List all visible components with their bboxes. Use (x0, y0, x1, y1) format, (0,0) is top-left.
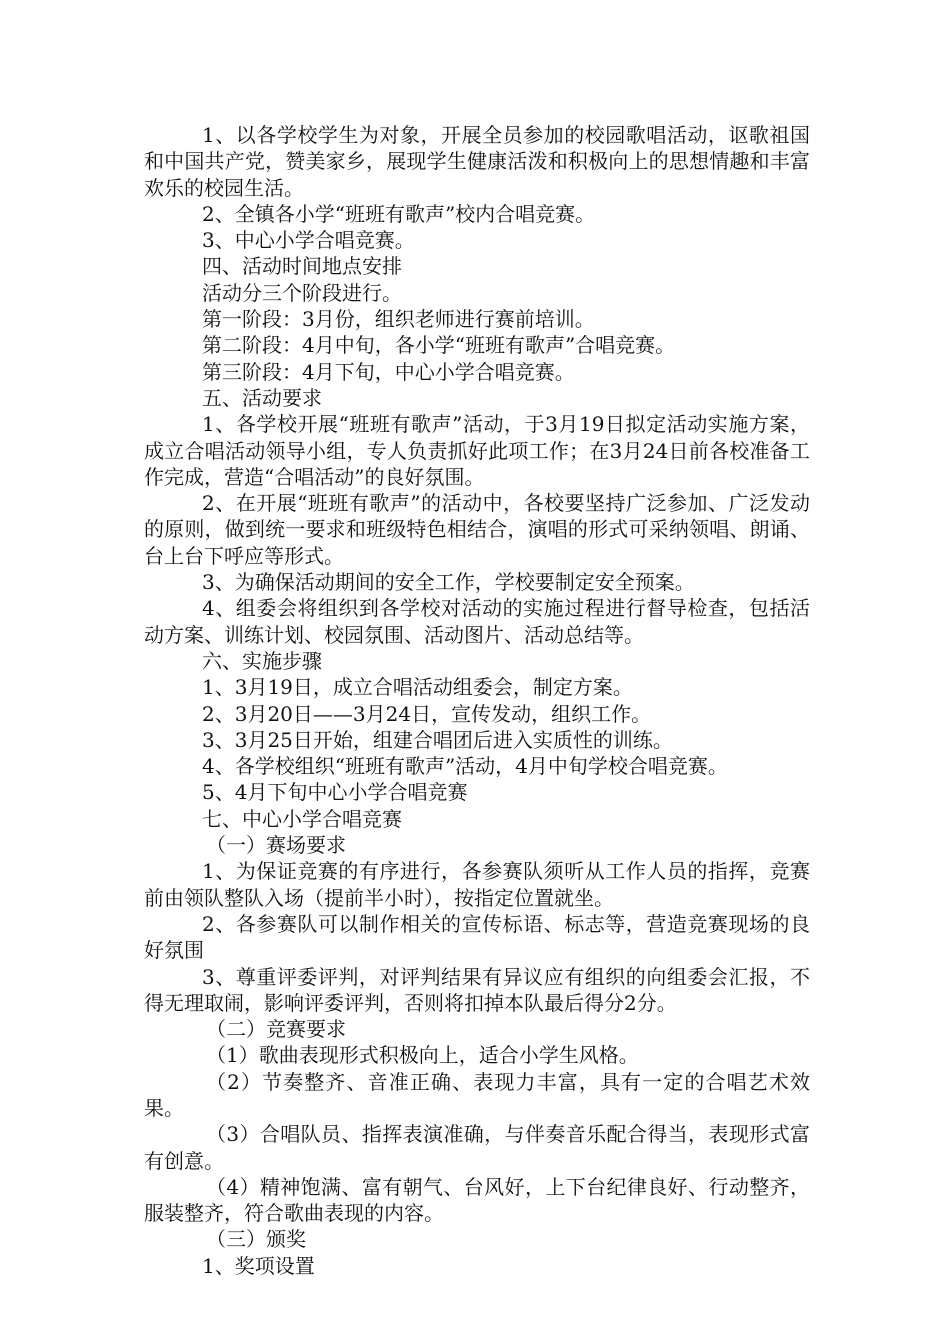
paragraph: 1、为保证竞赛的有序进行，各参赛队须听从工作人员的指挥，竞赛前由领队整队入场（提前半小时），按指定位置就坐。 (144, 859, 810, 910)
paragraph: （1）歌曲表现形式积极向上，适合小学生风格。 (206, 1043, 639, 1068)
paragraph: （4）精神饱满、富有朝气、台风好，上下台纪律良好、行动整齐，服装整齐，符合歌曲表现的内容。 (144, 1174, 810, 1226)
paragraph: （2）节奏整齐、音准正确、表现力丰富，具有一定的合唱艺术效果。 (144, 1069, 810, 1120)
section-heading: 七、中心小学合唱竞赛 (202, 806, 402, 831)
paragraph: 1、各学校开展“班班有歌声”活动，于3月19日拟定活动实施方案，成立合唱活动领导小组，专人负责抓好此项工作；在3月24日前各校准备工作完成，营造“合唱活动”的良好氛围。 (144, 412, 810, 489)
paragraph: 5、4月下旬中心小学合唱竞赛 (202, 780, 468, 805)
paragraph: 3、3月25日开始，组建合唱团后进入实质性的训练。 (202, 727, 673, 752)
paragraph: 1、奖项设置 (202, 1253, 315, 1278)
subsection-heading: （二）竞赛要求 (206, 1017, 346, 1042)
section-heading: 五、活动要求 (202, 385, 322, 410)
paragraph: 4、组委会将组织到各学校对活动的实施过程进行督导检查，包括活动方案、训练计划、校园氛围、活动图片、活动总结等。 (144, 596, 810, 647)
paragraph: 3、尊重评委评判，对评判结果有异议应有组织的向组委会汇报，不得无理取闹，影响评委评判，否则将扣掉本队最后得分2分。 (144, 964, 810, 1015)
paragraph: 3、为确保活动期间的安全工作，学校要制定安全预案。 (202, 570, 695, 595)
paragraph: 第一阶段：3月份，组织老师进行赛前培训。 (202, 307, 595, 332)
section-heading: 四、活动时间地点安排 (202, 254, 402, 279)
paragraph: 1、以各学校学生为对象，开展全员参加的校园歌唱活动，讴歌祖国和中国共产党，赞美家乡，展现学生健康活泼和积极向上的思想情趣和丰富欢乐的校园生活。 (144, 123, 810, 200)
paragraph: 2、3月20日——3月24日，宣传发动，组织工作。 (202, 701, 652, 726)
paragraph: 1、3月19日，成立合唱活动组委会，制定方案。 (202, 675, 633, 700)
paragraph: 2、在开展“班班有歌声”的活动中，各校要坚持广泛参加、广泛发动的原则，做到统一要求和班级特色相结合，演唱的形式可采纳领唱、朗诵、台上台下呼应等形式。 (144, 491, 810, 568)
paragraph: 第三阶段：4月下旬，中心小学合唱竞赛。 (202, 359, 575, 384)
subsection-heading: （三）颁奖 (206, 1227, 306, 1252)
paragraph: （3）合唱队员、指挥表演准确，与伴奏音乐配合得当，表现形式富有创意。 (144, 1122, 810, 1173)
paragraph: 4、各学校组织“班班有歌声”活动，4月中旬学校合唱竞赛。 (202, 754, 728, 779)
document-body (144, 122, 810, 1279)
paragraph: 2、各参赛队可以制作相关的宣传标语、标志等，营造竞赛现场的良好氛围 (144, 911, 810, 963)
paragraph: 2、全镇各小学“班班有歌声”校内合唱竞赛。 (202, 201, 596, 226)
paragraph: 3、中心小学合唱竞赛。 (202, 228, 415, 253)
paragraph: 活动分三个阶段进行。 (202, 280, 402, 305)
paragraph: 第二阶段：4月中旬，各小学“班班有歌声”合唱竞赛。 (202, 333, 676, 358)
section-heading: 六、实施步骤 (202, 648, 322, 673)
subsection-heading: （一）赛场要求 (206, 833, 346, 858)
